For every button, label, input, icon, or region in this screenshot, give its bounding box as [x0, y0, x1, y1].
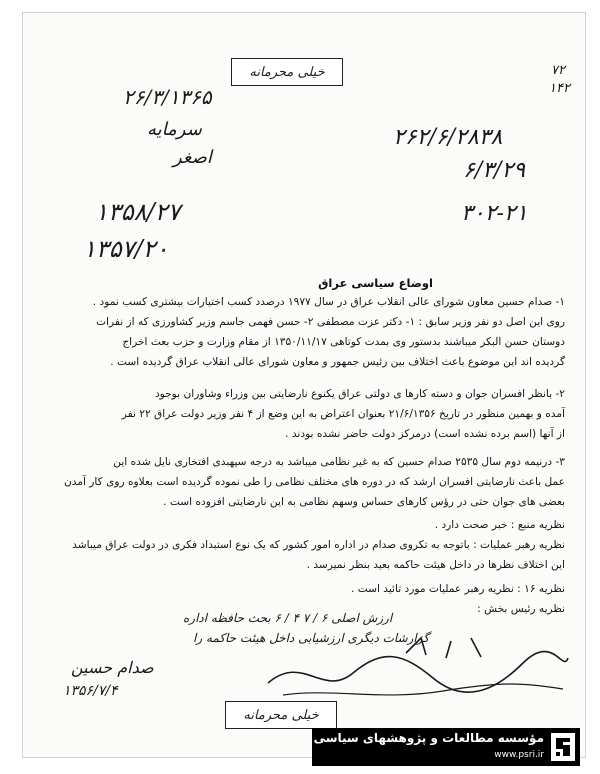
text-line: آمده و بهمین منظور در تاریخ ۲۱/۶/۱۳۵۶ بعنوان اعتراض به این وضع از ۴ نفر وزیر دولت عراق ۲۲ نفر: [121, 408, 565, 420]
classification-stamp: خیلی محرمانه: [231, 58, 343, 86]
operations-opinion-cont: این اختلاف نظرها در داخل هیئت حاکمه بعید بنظر نمیرسد .: [306, 559, 565, 571]
handwritten-ref-3: ۳۰۲-۲۱: [461, 201, 528, 226]
handwritten-number-1: ۱۳۵۸/۲۷: [95, 198, 181, 226]
document-heading: اوضاع سیاسی عراق: [318, 276, 433, 290]
page-number-top: ۷۲: [551, 63, 565, 78]
text-line: ۳- درنیمه دوم سال ۲۵۳۵ صدام حسین که به غیر نظامی میباشد به درجه سپهبدی افتخاری نایل شده این: [113, 456, 565, 468]
section-head-opinion: نظریه رئیس بخش :: [477, 603, 565, 615]
text-line: روی این اصل دو نفر وزیر سابق : ۱- دکتر عزت مصطفی ۲- حسن فهمی جاسم وزیر کشاورزی که از نفرات: [96, 316, 565, 328]
text-line: عمل باعث نارضایتی افسران ارشد که در دوره های مختلف نظامی را طی نموده گردیده است بعلاوه روی کار آمدن: [63, 476, 565, 488]
handwritten-number-2: ۱۳۵۷/۲۰: [83, 235, 169, 263]
handwritten-note-2: گزارشات دیگری ارزشیابی داخل هیئت حاکمه را: [193, 631, 430, 645]
text-line: بعضی های جوان حتی در رؤس کارهای حساس وسهم نظامی به این نارضایتی افزوده است .: [163, 496, 565, 508]
handwritten-note-1: ارزش اصلی ۶ / ۷ ۴ / ۶ بحث حافظه اداره: [183, 611, 393, 625]
institute-url: www.psri.ir: [494, 750, 544, 760]
handwritten-signature-date: ۱۳۵۶/۷/۴: [63, 683, 118, 699]
institute-name: مؤسسه مطالعات و پژوهشهای سیاسی: [313, 731, 544, 745]
institute-footer: [312, 728, 580, 766]
text-line: از آنها (اسم برده نشده است) درمرکز دولت حاضر نشده بودند .: [285, 428, 565, 440]
psri-logo-icon: [550, 732, 576, 762]
handwritten-ref-1: ۲۶۲/۶/۲۸۳۸: [393, 125, 503, 150]
opinion-16: نظریه ۱۶ : نظریه رهبر عملیات مورد تائید است .: [350, 583, 565, 595]
text-line: ۱- صدام حسین معاون شورای عالی انقلاب عراق در سال ۱۹۷۷ درصدد کسب اختیارات بیشتری کسب نمود .: [92, 296, 565, 308]
classification-stamp-bottom: خیلی محرمانه: [225, 701, 337, 729]
handwritten-signature-name: صدام حسین: [71, 658, 154, 677]
text-line: دوستان حسن البکر میباشند بدستور وی بمدت کوتاهی ۱۳۵۰/۱۱/۱۷ از مقام وزارت و حزب بعث اخراج: [122, 336, 565, 348]
text-line: ۲- بانظر افسران جوان و دسته کارها ی دولتی عراق یکنوع نارضایتی بین وزراء وشاوران بوجود: [154, 388, 565, 400]
document-page: [22, 12, 586, 758]
handwritten-date-left: ۲۶/۳/۱۳۶۵: [123, 85, 212, 109]
text-line: گردیده اند این موضوع باعث اختلاف بین رئیس جمهور و معاون شورای عالی انقلاب عراق گردیده است .: [110, 356, 565, 368]
page-number-sub: ۱۴۲: [549, 81, 570, 96]
handwritten-word-2: اصغر: [173, 147, 212, 168]
operations-opinion: نظریه رهبر عملیات : باتوجه به تکروی صدام در اداره امور کشور که یک نوع استبداد فکری در دولت عراق میباشد: [72, 539, 565, 551]
source-opinion: نظریه منبع : خبر صحت دارد .: [434, 519, 565, 531]
initials-scribble: [401, 633, 491, 663]
handwritten-ref-2: ۶/۳/۲۹: [463, 158, 526, 183]
handwritten-word-1: سرمایه: [147, 119, 202, 140]
